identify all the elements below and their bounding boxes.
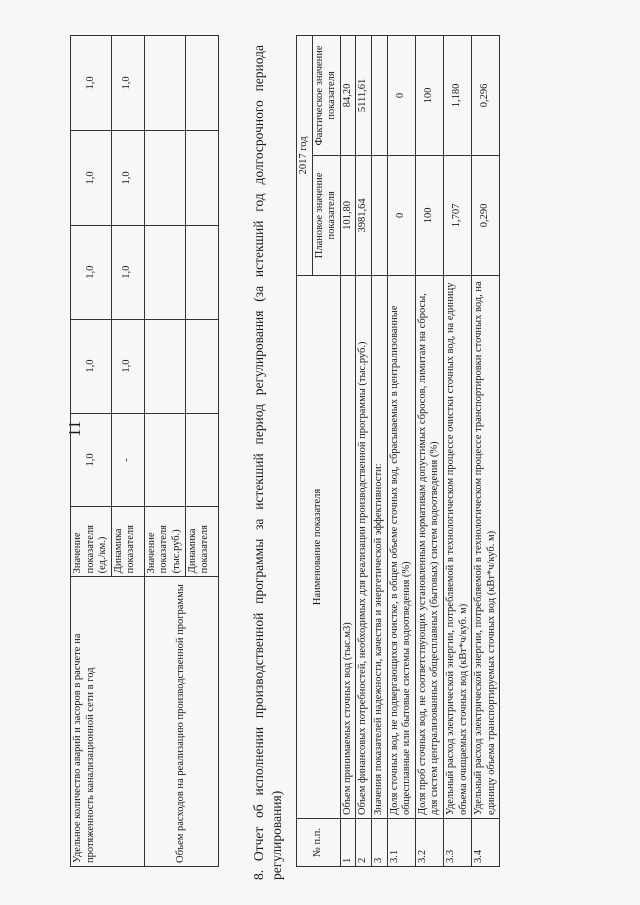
row-planned: 100 (415, 155, 443, 275)
table-cell-indicator: Значение показателя (ед./км.) (71, 507, 112, 577)
row-planned: 1,707 (443, 155, 471, 275)
table-cell-value: 1,0 (71, 319, 112, 413)
row-name: Удельный расход электрической энергии, потребляемой в технологическом процессе очистки сточных вод, на единицу объема очищаемых сточных вод (кВт*ч/куб. м) (443, 275, 471, 818)
table-row (415, 36, 443, 867)
table-cell-value: - (111, 413, 144, 507)
table-cell-value: 1,0 (111, 130, 144, 225)
table-cell-value: 1,0 (71, 36, 112, 131)
row-planned: 0,290 (472, 155, 500, 275)
section-8-heading: 8. Отчет об исполнении производственной программы за истекший период регулирования (за истекший год долгосрочного периода регулирования) (251, 45, 285, 880)
indicators-table (70, 35, 219, 867)
row-number: 3.2 (415, 819, 443, 867)
table-cell-value (144, 225, 185, 319)
row-number: 3.4 (472, 819, 500, 867)
table-row (340, 36, 356, 867)
row-name: Доля сточных вод, не подвергающихся очистке, в общем объеме сточных вод, сбрасываемых в централизованные общесплавные или бытовые системы водоотведения (%) (387, 275, 415, 818)
table-cell-value (185, 225, 218, 319)
header-indicator-name: Наименование показателя (297, 275, 341, 818)
rotated-page-content (70, 35, 600, 885)
table-cell-value (144, 413, 185, 507)
row-name: Объем финансовых потребностей, необходимых для реализации производственной программы (тыс.руб.) (356, 275, 372, 818)
row-planned: 101,80 (340, 155, 356, 275)
header-number: № п.п. (297, 819, 341, 867)
row-planned: 0 (387, 155, 415, 275)
table-cell-value: 1,0 (111, 36, 144, 131)
table-row (356, 36, 372, 867)
row-number: 2 (356, 819, 372, 867)
row-number: 3 (371, 819, 387, 867)
row-name: Доля проб сточных вод, не соответствующих установленным нормативам допустимых сбросов, лимитам на сбросы, для систем централизованных общесплавных (бытовых) систем водоотведения (%) (415, 275, 443, 818)
row-actual: 0 (387, 36, 415, 156)
row-actual: 0,296 (472, 36, 500, 156)
table-cell-value: 1,0 (111, 319, 144, 413)
table-cell-value (185, 413, 218, 507)
table-cell-value: 1,0 (71, 130, 112, 225)
table-row (472, 36, 500, 867)
table-cell-value (185, 319, 218, 413)
table-cell-indicator: Динамика показателя (185, 507, 218, 577)
row-number: 3.1 (387, 819, 415, 867)
table-row (371, 36, 387, 867)
row-name: Удельный расход электрической энергии, потребляемой в технологическом процессе транспортировки сточных вод, на единицу объема транспортируемых сточных вод (кВт*ч/куб. м) (472, 275, 500, 818)
header-planned: Плановое значение показателя (312, 155, 340, 275)
row-planned (371, 155, 387, 275)
table-cell-value: 1,0 (71, 413, 112, 507)
table-cell-value: 1,0 (111, 225, 144, 319)
table-cell-value (144, 130, 185, 225)
row-planned: 3981,64 (356, 155, 372, 275)
table-row (71, 36, 112, 867)
table-cell-value (185, 36, 218, 131)
table-cell-name: Удельное количество аварий и засоров в расчете на протяженность канализационной сети в год (71, 577, 145, 867)
row-number: 3.3 (443, 819, 471, 867)
table-cell-value (144, 36, 185, 131)
table-cell-name: Объем расходов на реализацию производственной программы (144, 577, 218, 867)
header-actual: Фактическое значение показателя (312, 36, 340, 156)
row-name: Объем принимаемых сточных вод (тыс.м3) (340, 275, 356, 818)
row-actual: 1,180 (443, 36, 471, 156)
table-row (443, 36, 471, 867)
table-cell-indicator: Динамика показателя (111, 507, 144, 577)
table-row (144, 36, 185, 867)
table-row (387, 36, 415, 867)
page-number: 11 (65, 420, 84, 437)
row-actual: 5111,61 (356, 36, 372, 156)
table-header-row (297, 36, 313, 867)
table-cell-value (185, 130, 218, 225)
header-year: 2017 год (297, 36, 313, 276)
row-actual (371, 36, 387, 156)
row-actual: 84,20 (340, 36, 356, 156)
program-report-table (296, 35, 500, 867)
table-cell-value: 1,0 (71, 225, 112, 319)
table-cell-value (144, 319, 185, 413)
table-cell-indicator: Значение показателя (тыс.руб.) (144, 507, 185, 577)
row-actual: 100 (415, 36, 443, 156)
row-number: 1 (340, 819, 356, 867)
row-name: Значения показателей надежности, качества и энергетической эффективности: (371, 275, 387, 818)
